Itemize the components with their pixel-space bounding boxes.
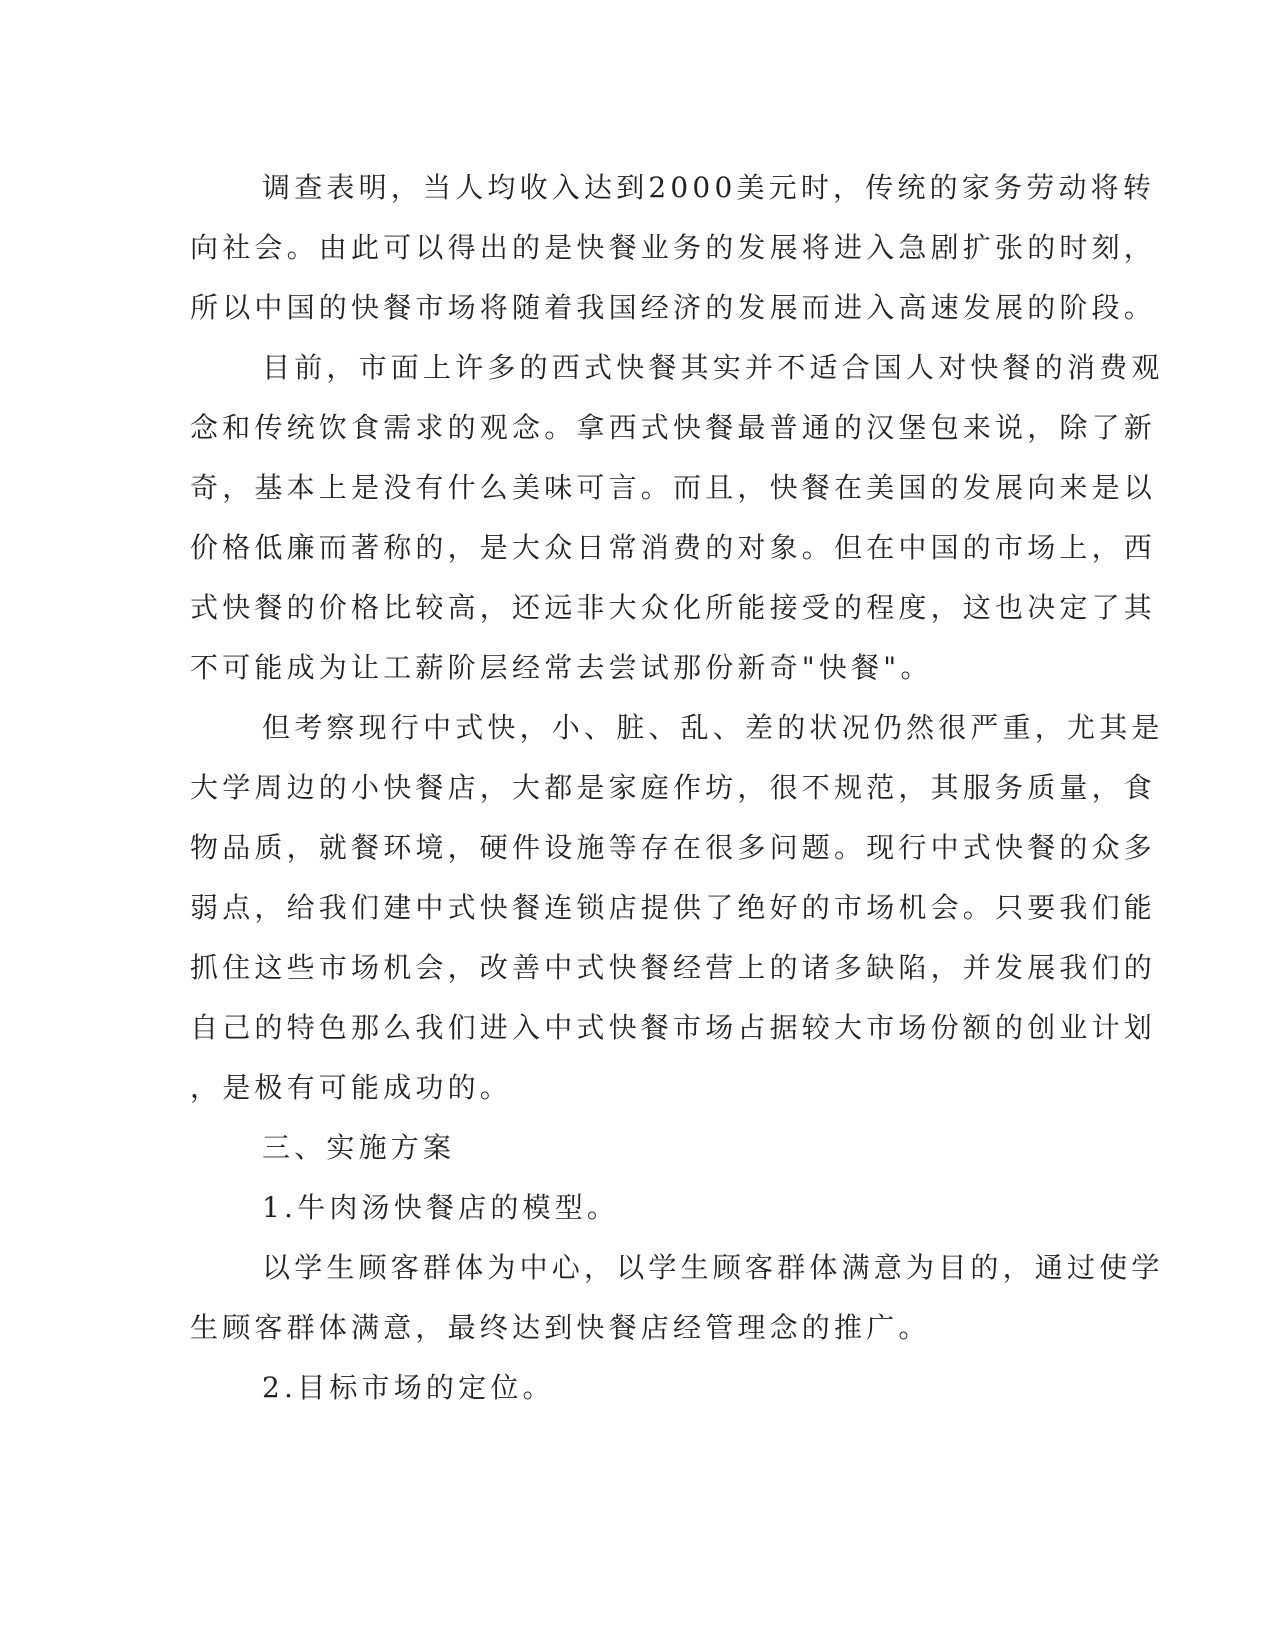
paragraph-2-line-1: 目前，市面上许多的西式快餐其实并不适合国人对快餐的消费观 <box>262 351 1164 384</box>
paragraph-3-line-3: 物品质，就餐环境，硬件设施等存在很多问题。现行中式快餐的众多 <box>190 831 1157 864</box>
paragraph-4-line-2: 生顾客群体满意，最终达到快餐店经管理念的推广。 <box>190 1311 931 1344</box>
paragraph-3-line-7: ，是极有可能成功的。 <box>190 1071 513 1104</box>
paragraph-3-line-1: 但考察现行中式快，小、脏、乱、差的状况仍然很严重，尤其是 <box>262 711 1164 744</box>
paragraph-3-line-4: 弱点，给我们建中式快餐连锁店提供了绝好的市场机会。只要我们能 <box>190 891 1157 924</box>
paragraph-3-line-6: 自己的特色那么我们进入中式快餐市场占据较大市场份额的创业计划 <box>190 1011 1157 1044</box>
paragraph-2-line-4: 价格低廉而著称的，是大众日常消费的对象。但在中国的市场上，西 <box>190 531 1157 564</box>
paragraph-2-line-6: 不可能成为让工薪阶层经常去尝试那份新奇"快餐"。 <box>190 651 933 684</box>
paragraph-3-line-5: 抓住这些市场机会，改善中式快餐经营上的诸多缺陷，并发展我们的 <box>190 951 1157 984</box>
paragraph-2-line-5: 式快餐的价格比较高，还远非大众化所能接受的程度，这也决定了其 <box>190 591 1157 624</box>
subheading-1: 1.牛肉汤快餐店的模型。 <box>262 1191 620 1224</box>
paragraph-3-line-2: 大学周边的小快餐店，大都是家庭作坊，很不规范，其服务质量，食 <box>190 771 1157 804</box>
paragraph-2-line-3: 奇，基本上是没有什么美味可言。而且，快餐在美国的发展向来是以 <box>190 471 1157 504</box>
paragraph-1-line-1: 调查表明，当人均收入达到2000美元时，传统的家务劳动将转 <box>262 171 1156 204</box>
paragraph-1-line-2: 向社会。由此可以得出的是快餐业务的发展将进入急剧扩张的时刻， <box>190 231 1157 264</box>
paragraph-1-line-3: 所以中国的快餐市场将随着我国经济的发展而进入高速发展的阶段。 <box>190 291 1157 324</box>
document-body <box>190 158 1164 1418</box>
section-heading: 三、实施方案 <box>262 1131 456 1164</box>
paragraph-2-line-2: 念和传统饮食需求的观念。拿西式快餐最普通的汉堡包来说，除了新 <box>190 411 1157 444</box>
paragraph-4-line-1: 以学生顾客群体为中心，以学生顾客群体满意为目的，通过使学 <box>262 1251 1164 1284</box>
subheading-2: 2.目标市场的定位。 <box>262 1371 555 1404</box>
